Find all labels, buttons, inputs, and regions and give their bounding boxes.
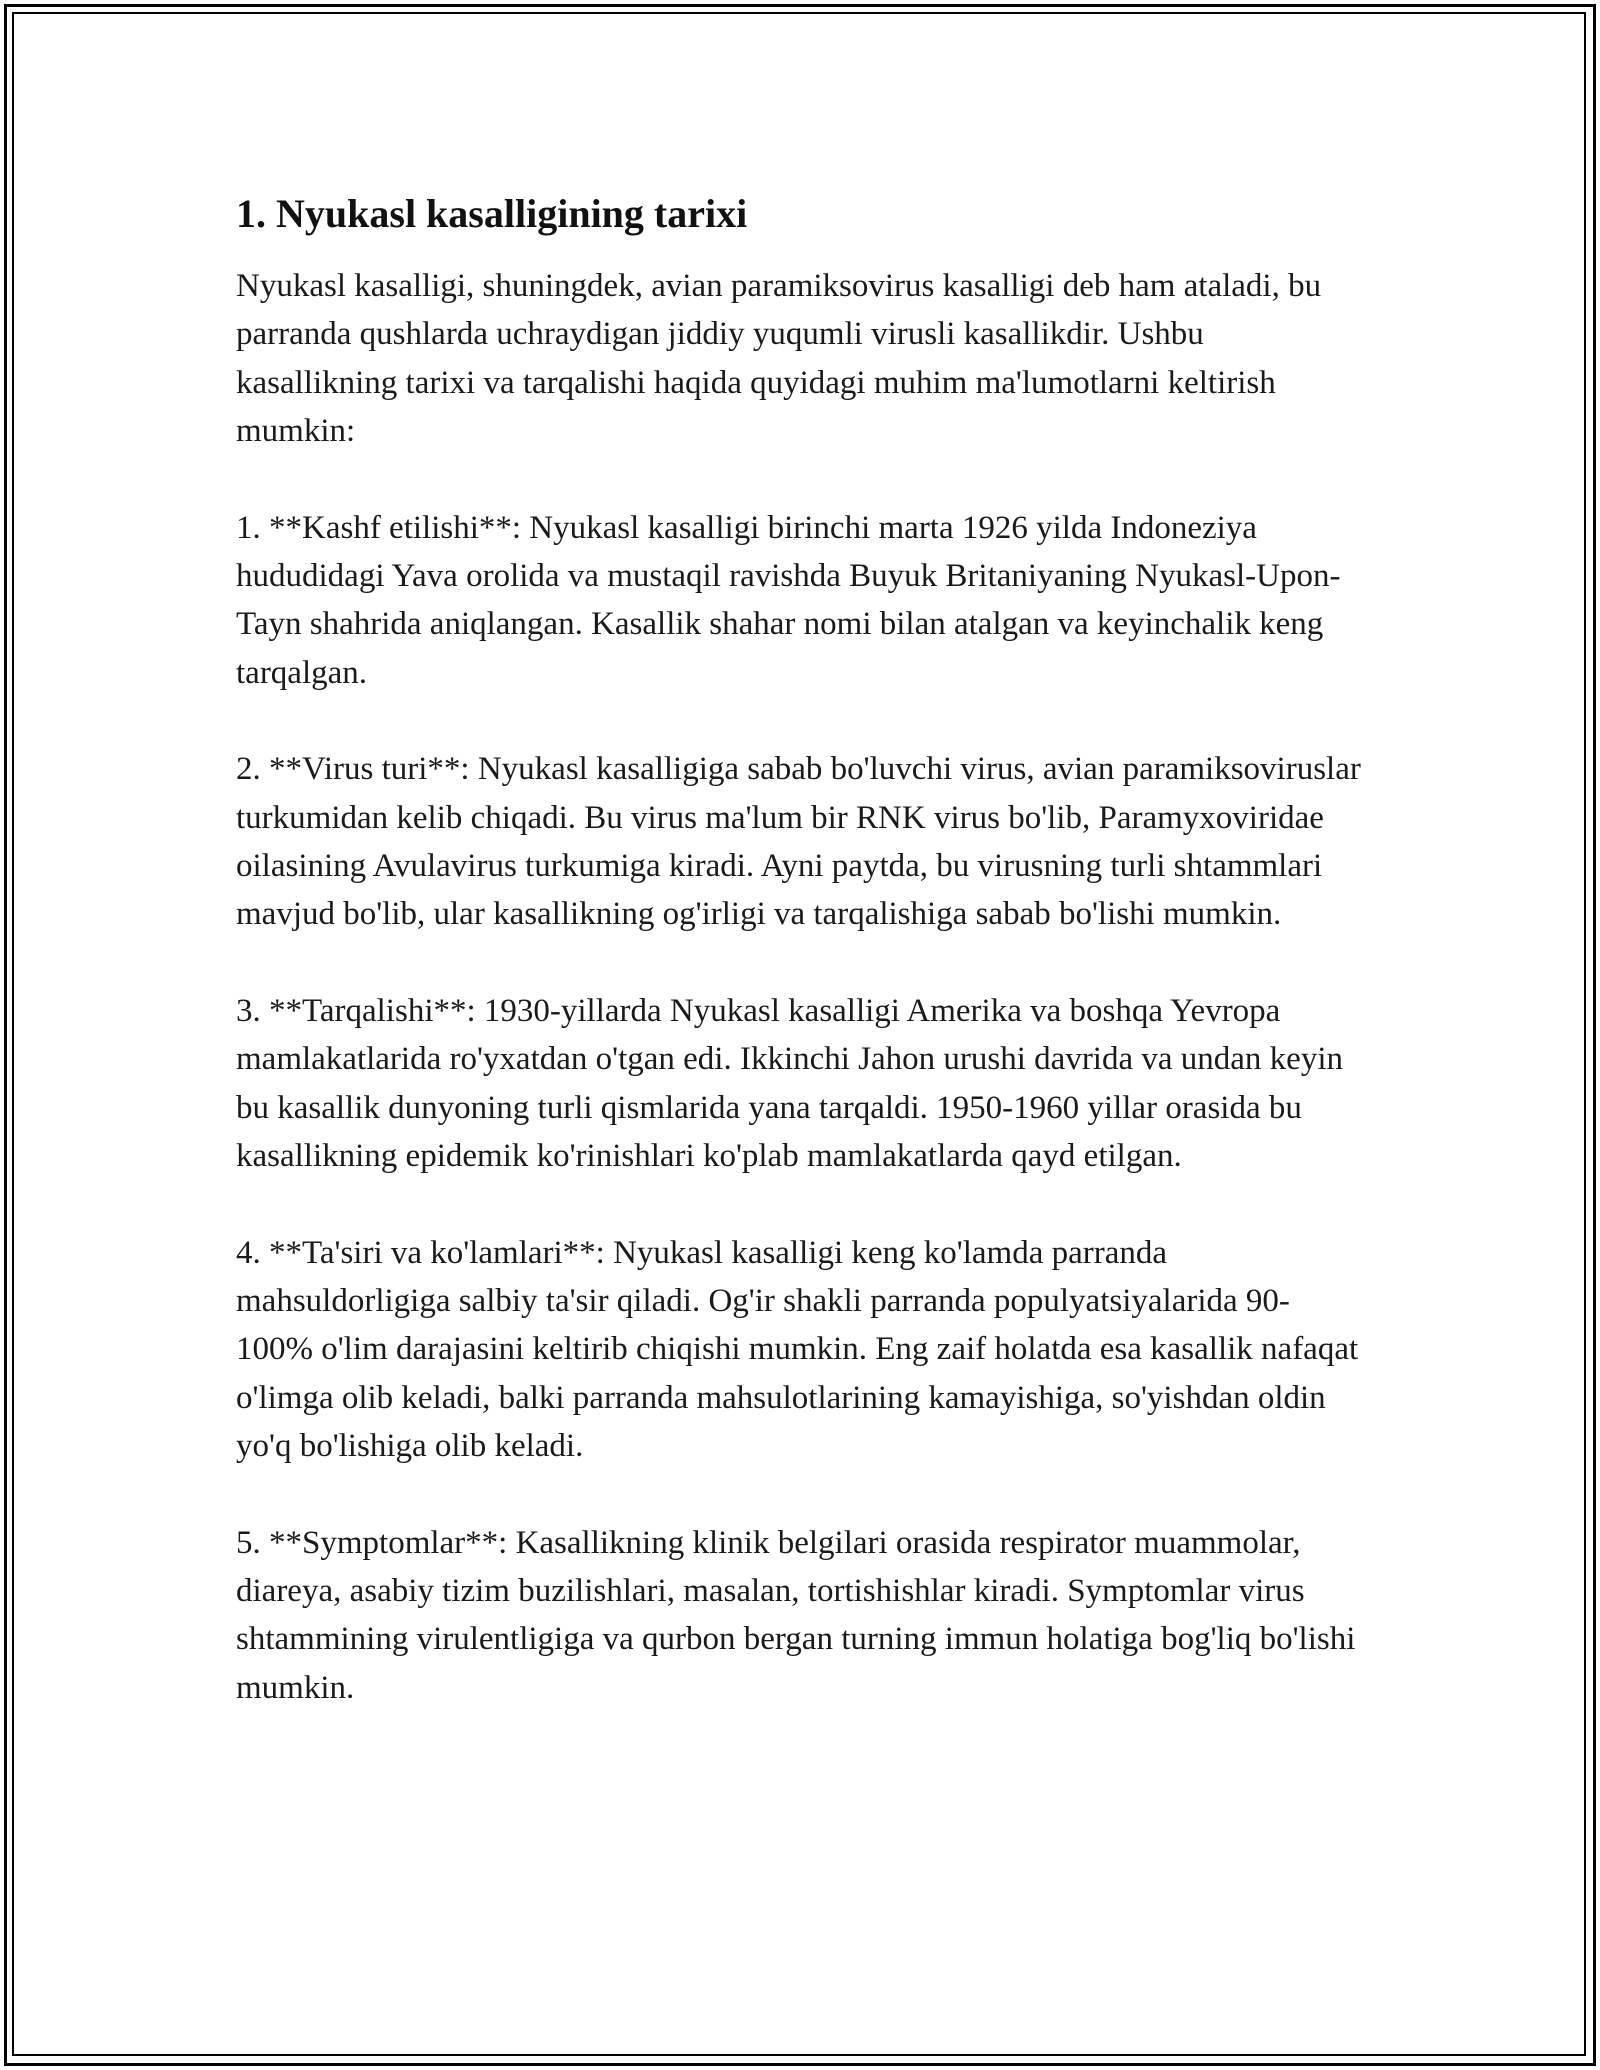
- list-item-discovery: 1. **Kashf etilishi**: Nyukasl kasalligi birinchi marta 1926 yilda Indoneziya hududidagi Yava orolida va mustaqil ravishda Buyuk Britaniyaning Nyukasl-Upon-Tayn shahrida aniqlangan. Kasallik shahar nomi bilan atalgan va keyinchalik keng tarqalgan.: [236, 509, 1341, 691]
- section-heading: 1. Nyukasl kasalligining tarixi: [236, 191, 748, 236]
- document-body: [236, 186, 1366, 1760]
- list-item-impact: 4. **Ta'siri va ko'lamlari**: Nyukasl kasalligi keng ko'lamda parranda mahsuldorligiga salbiy ta'sir qiladi. Og'ir shakli parranda populyatsiyalarida 90-100% o'lim darajasini keltirib chiqishi mumkin. Eng zaif holatda esa kasallik nafaqat o'limga olib keladi, balki parranda mahsulotlarining kamayishiga, so'yishdan oldin yo'q bo'lishiga olib keladi.: [236, 1234, 1359, 1465]
- list-item-virus-type: 2. **Virus turi**: Nyukasl kasalligiga sabab bo'luvchi virus, avian paramiksoviruslar turkumidan kelib chiqadi. Bu virus ma'lum bir RNK virus bo'lib, Paramyxoviridae oilasining Avulavirus turkumiga kiradi. Ayni paytda, bu virusning turli shtammlari mavjud bo'lib, ular kasallikning og'irligi va tarqalishiga sabab bo'lishi mumkin.: [236, 751, 1361, 933]
- list-item-symptoms: 5. **Symptomlar**: Kasallikning klinik belgilari orasida respirator muammolar, diareya, asabiy tizim buzilishlari, masalan, tortishishlar kiradi. Symptomlar virus shtammining virulentligiga va qurbon bergan turning immun holatiga bog'liq bo'lishi mumkin.: [236, 1524, 1356, 1706]
- intro-paragraph: Nyukasl kasalligi, shuningdek, avian paramiksovirus kasalligi deb ham ataladi, bu parranda qushlarda uchraydigan jiddiy yuqumli virusli kasallikdir. Ushbu kasallikning tarixi va tarqalishi haqida quyidagi muhim ma'lumotlarni keltirish mumkin:: [236, 268, 1322, 450]
- list-item-spread: 3. **Tarqalishi**: 1930-yillarda Nyukasl kasalligi Amerika va boshqa Yevropa mamlakatlarida ro'yxatdan o'tgan edi. Ikkinchi Jahon urushi davrida va undan keyin bu kasallik dunyoning turli qismlarida yana tarqaldi. 1950-1960 yillar orasida bu kasallikning epidemik ko'rinishlari ko'plab mamlakatlarda qayd etilgan.: [236, 992, 1343, 1175]
